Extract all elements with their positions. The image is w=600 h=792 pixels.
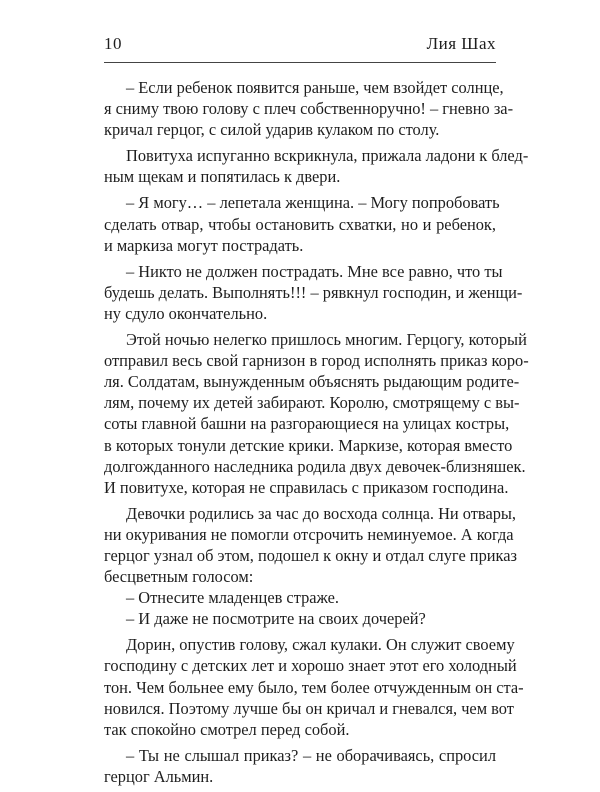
text-line: Девочки родились за час до восхода солнца. Ни отвары, xyxy=(126,503,517,523)
text-line: господину с детских лет и хорошо знает этот его холодный xyxy=(104,656,517,676)
text-line: я сниму твою голову с плеч собственноручно! – гневно за- xyxy=(104,99,514,119)
text-line: ля. Солдатам, вынужденным объяснять рыдающим родите- xyxy=(104,372,520,392)
text-line: ну сдуло окончательно. xyxy=(104,303,268,323)
text-line: соты главной башни на разгорающиеся на улицах костры, xyxy=(104,414,510,434)
text-line: лям, почему их детей забирают. Королю, смотрящему с вы- xyxy=(104,393,520,413)
paragraph xyxy=(104,745,496,787)
running-title-author: Лия Шах xyxy=(426,34,496,53)
text-line: тон. Чем больнее ему было, тем более отчужденным он ста- xyxy=(104,677,524,697)
paragraph xyxy=(104,329,529,498)
text-line: так спокойно смотрел перед собой. xyxy=(104,719,350,739)
body-text xyxy=(104,77,529,792)
text-line: ным щекам и попятилась к двери. xyxy=(104,167,341,187)
paragraph xyxy=(104,145,529,187)
text-line: ни окуривания не помогли отсрочить неминуемое. А когда xyxy=(104,524,514,544)
text-line: Дорин, опустив голову, сжал кулаки. Он служит своему xyxy=(126,635,515,655)
text-line: новился. Поэтому лучше бы он кричал и гневался, чем вот xyxy=(104,698,514,718)
text-line: Этой ночью нелегко пришлось многим. Герцогу, который xyxy=(126,330,527,350)
text-line: герцог узнал об этом, подошел к окну и отдал слуге приказ xyxy=(104,545,518,565)
paragraph xyxy=(104,608,496,629)
text-line: – Ты не слышал приказ? – не оборачиваясь, спросил xyxy=(126,745,496,765)
text-line: – Если ребенок появится раньше, чем взойдет солнце, xyxy=(126,78,504,97)
text-line: долгожданного наследника родила двух девочек-близняшек. xyxy=(104,456,526,476)
text-line: бесцветным голосом: xyxy=(104,567,254,587)
text-line: отправил весь свой гарнизон в город исполнять приказ коро- xyxy=(104,351,529,371)
text-line: и маркиза могут пострадать. xyxy=(104,235,304,255)
paragraph xyxy=(104,634,524,739)
paragraph xyxy=(104,77,514,140)
text-line: – Я могу… – лепетала женщина. – Могу попробовать xyxy=(126,193,500,213)
text-line: в которых тонули детские крики. Маркизе, которая вместо xyxy=(104,435,513,455)
text-line: кричал герцог, с силой ударив кулаком по столу. xyxy=(104,120,440,140)
header-rule xyxy=(104,62,496,63)
paragraph xyxy=(104,261,523,324)
paragraph xyxy=(104,503,518,587)
paragraph xyxy=(104,192,500,255)
text-line: – И даже не посмотрите на своих дочерей? xyxy=(126,609,426,629)
text-line: будешь делать. Выполнять!!! – рявкнул господин, и женщи- xyxy=(104,282,523,302)
page-number: 10 xyxy=(104,34,122,53)
text-line: герцог Альмин. xyxy=(104,766,214,786)
paragraph xyxy=(104,587,496,608)
text-line: И повитухе, которая не справилась с приказом господина. xyxy=(104,477,509,497)
text-line: – Отнесите младенцев страже. xyxy=(126,588,340,608)
text-line: – Никто не должен пострадать. Мне все равно, что ты xyxy=(126,261,503,281)
text-line: Повитуха испуганно вскрикнула, прижала ладони к блед- xyxy=(126,146,529,166)
text-line: сделать отвар, чтобы остановить схватки, но и ребенок, xyxy=(104,214,496,234)
running-head xyxy=(104,34,496,60)
